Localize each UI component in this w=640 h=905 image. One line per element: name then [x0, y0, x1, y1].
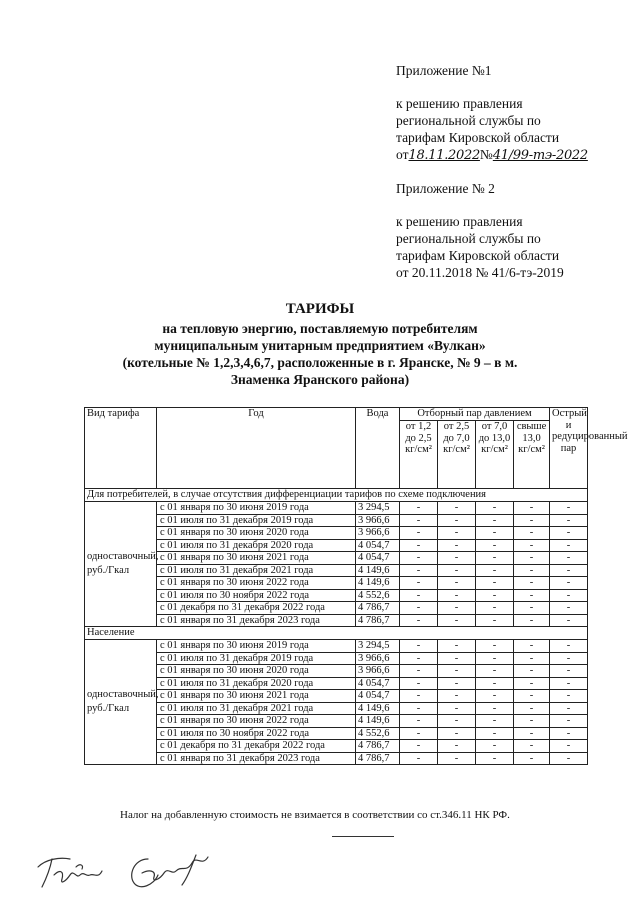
appendix-1 — [396, 62, 588, 164]
empty-tariff-cell: - — [514, 702, 550, 715]
period-cell: с 01 января по 30 июня 2019 года — [157, 502, 356, 515]
empty-tariff-cell: - — [438, 727, 476, 740]
appendix-1-line: региональной службы по — [396, 113, 541, 128]
empty-tariff-cell: - — [400, 577, 438, 590]
table-row — [85, 715, 588, 728]
heading-line: Знаменка Яранского района) — [230, 372, 410, 387]
empty-tariff-cell: - — [400, 527, 438, 540]
period-cell: с 01 января по 30 июня 2020 года — [157, 527, 356, 540]
empty-tariff-cell: - — [550, 715, 588, 728]
table-row — [85, 539, 588, 552]
empty-tariff-cell: - — [476, 539, 514, 552]
water-tariff-cell: 4 786,7 — [356, 614, 400, 627]
empty-tariff-cell: - — [400, 602, 438, 615]
table-row — [85, 514, 588, 527]
empty-tariff-cell: - — [476, 502, 514, 515]
empty-tariff-cell: - — [514, 665, 550, 678]
document-heading — [60, 301, 580, 388]
empty-tariff-cell: - — [550, 539, 588, 552]
table-row — [85, 502, 588, 515]
empty-tariff-cell: - — [400, 727, 438, 740]
period-cell: с 01 июля по 31 декабря 2019 года — [157, 652, 356, 665]
empty-tariff-cell: - — [514, 602, 550, 615]
water-tariff-cell: 3 966,6 — [356, 514, 400, 527]
empty-tariff-cell: - — [400, 502, 438, 515]
appendix-1-from: от — [396, 147, 409, 162]
empty-tariff-cell: - — [550, 740, 588, 753]
water-tariff-cell: 4 786,7 — [356, 752, 400, 765]
period-cell: с 01 января по 30 июня 2020 года — [157, 665, 356, 678]
water-tariff-cell: 4 054,7 — [356, 690, 400, 703]
appendix-1-line: тарифам Кировской области — [396, 130, 560, 145]
period-cell: с 01 января по 30 июня 2022 года — [157, 577, 356, 590]
empty-tariff-cell: - — [476, 577, 514, 590]
water-tariff-cell: 4 552,6 — [356, 589, 400, 602]
period-cell: с 01 июля по 30 ноября 2022 года — [157, 589, 356, 602]
empty-tariff-cell: - — [400, 589, 438, 602]
appendix-1-title: Приложение №1 — [396, 63, 492, 78]
table-row — [85, 614, 588, 627]
empty-tariff-cell: - — [400, 552, 438, 565]
empty-tariff-cell: - — [550, 640, 588, 653]
empty-tariff-cell: - — [476, 602, 514, 615]
period-cell: с 01 декабря по 31 декабря 2022 года — [157, 602, 356, 615]
header-steam: Отборный пар давлением — [400, 408, 550, 421]
table-row — [85, 589, 588, 602]
divider — [332, 836, 394, 837]
empty-tariff-cell: - — [550, 752, 588, 765]
empty-tariff-cell: - — [514, 577, 550, 590]
empty-tariff-cell: - — [438, 602, 476, 615]
empty-tariff-cell: - — [400, 564, 438, 577]
empty-tariff-cell: - — [514, 752, 550, 765]
section-title: Для потребителей, в случае отсутствия дифференциации тарифов по схеме подключения — [85, 489, 588, 502]
empty-tariff-cell: - — [438, 589, 476, 602]
water-tariff-cell: 3 294,5 — [356, 640, 400, 653]
empty-tariff-cell: - — [438, 539, 476, 552]
empty-tariff-cell: - — [514, 514, 550, 527]
water-tariff-cell: 3 294,5 — [356, 502, 400, 515]
empty-tariff-cell: - — [514, 677, 550, 690]
table-row — [85, 740, 588, 753]
water-tariff-cell: 4 054,7 — [356, 552, 400, 565]
empty-tariff-cell: - — [550, 665, 588, 678]
empty-tariff-cell: - — [476, 690, 514, 703]
header-pressure-2: от 2,5 до 7,0 кг/см² — [438, 421, 476, 489]
water-tariff-cell: 4 149,6 — [356, 577, 400, 590]
empty-tariff-cell: - — [550, 614, 588, 627]
empty-tariff-cell: - — [438, 564, 476, 577]
heading-line: муниципальным унитарным предприятием «Вулкан» — [154, 338, 486, 353]
period-cell: с 01 января по 30 июня 2019 года — [157, 640, 356, 653]
empty-tariff-cell: - — [550, 564, 588, 577]
appendix-1-number-sign: № — [479, 147, 493, 162]
header-water: Вода — [356, 408, 400, 489]
period-cell: с 01 января по 31 декабря 2023 года — [157, 614, 356, 627]
empty-tariff-cell: - — [514, 652, 550, 665]
empty-tariff-cell: - — [400, 715, 438, 728]
empty-tariff-cell: - — [476, 514, 514, 527]
empty-tariff-cell: - — [400, 640, 438, 653]
empty-tariff-cell: - — [476, 552, 514, 565]
tariff-kind: одноставочный, руб./Гкал — [85, 502, 157, 627]
empty-tariff-cell: - — [476, 614, 514, 627]
empty-tariff-cell: - — [476, 715, 514, 728]
handwritten-date: 18.11.2022 — [408, 148, 480, 163]
period-cell: с 01 июля по 31 декабря 2020 года — [157, 677, 356, 690]
period-cell: с 01 июля по 31 декабря 2020 года — [157, 539, 356, 552]
appendix-1-line: к решению правления — [396, 96, 523, 111]
section-row — [85, 627, 588, 640]
empty-tariff-cell: - — [400, 614, 438, 627]
empty-tariff-cell: - — [550, 727, 588, 740]
water-tariff-cell: 4 786,7 — [356, 602, 400, 615]
empty-tariff-cell: - — [476, 702, 514, 715]
table-row — [85, 552, 588, 565]
header-pressure-4: свыше 13,0 кг/см² — [514, 421, 550, 489]
empty-tariff-cell: - — [476, 752, 514, 765]
table-row — [85, 564, 588, 577]
empty-tariff-cell: - — [400, 740, 438, 753]
handwritten-signature-icon — [38, 858, 102, 887]
empty-tariff-cell: - — [438, 752, 476, 765]
empty-tariff-cell: - — [438, 527, 476, 540]
period-cell: с 01 июля по 30 ноября 2022 года — [157, 727, 356, 740]
empty-tariff-cell: - — [514, 527, 550, 540]
empty-tariff-cell: - — [514, 640, 550, 653]
empty-tariff-cell: - — [438, 677, 476, 690]
empty-tariff-cell: - — [476, 527, 514, 540]
table-row — [85, 652, 588, 665]
table-row — [85, 677, 588, 690]
empty-tariff-cell: - — [550, 527, 588, 540]
empty-tariff-cell: - — [514, 614, 550, 627]
empty-tariff-cell: - — [438, 640, 476, 653]
period-cell: с 01 июля по 31 декабря 2021 года — [157, 702, 356, 715]
empty-tariff-cell: - — [514, 690, 550, 703]
empty-tariff-cell: - — [438, 665, 476, 678]
empty-tariff-cell: - — [400, 665, 438, 678]
header-pressure-3: от 7,0 до 13,0 кг/см² — [476, 421, 514, 489]
appendix-2-line: от 20.11.2018 № 41/6-тэ-2019 — [396, 265, 564, 280]
empty-tariff-cell: - — [400, 652, 438, 665]
signatures — [30, 845, 230, 895]
empty-tariff-cell: - — [476, 652, 514, 665]
tariff-kind: одноставочный, руб./Гкал — [85, 640, 157, 765]
table-row — [85, 527, 588, 540]
empty-tariff-cell: - — [400, 752, 438, 765]
empty-tariff-cell: - — [400, 690, 438, 703]
empty-tariff-cell: - — [476, 740, 514, 753]
empty-tariff-cell: - — [438, 514, 476, 527]
empty-tariff-cell: - — [438, 577, 476, 590]
period-cell: с 01 июля по 31 декабря 2021 года — [157, 564, 356, 577]
empty-tariff-cell: - — [400, 539, 438, 552]
period-cell: с 01 января по 31 декабря 2023 года — [157, 752, 356, 765]
empty-tariff-cell: - — [476, 727, 514, 740]
empty-tariff-cell: - — [550, 602, 588, 615]
empty-tariff-cell: - — [438, 740, 476, 753]
heading-title: ТАРИФЫ — [285, 301, 355, 317]
empty-tariff-cell: - — [514, 740, 550, 753]
empty-tariff-cell: - — [400, 514, 438, 527]
empty-tariff-cell: - — [476, 564, 514, 577]
water-tariff-cell: 4 786,7 — [356, 740, 400, 753]
empty-tariff-cell: - — [476, 665, 514, 678]
water-tariff-cell: 4 149,6 — [356, 702, 400, 715]
table-row — [85, 727, 588, 740]
empty-tariff-cell: - — [550, 502, 588, 515]
handwritten-number: 41/99-тэ-2022 — [492, 148, 588, 163]
period-cell: с 01 января по 30 июня 2021 года — [157, 690, 356, 703]
section-row — [85, 489, 588, 502]
section-title: Население — [85, 627, 588, 640]
empty-tariff-cell: - — [438, 652, 476, 665]
water-tariff-cell: 4 149,6 — [356, 564, 400, 577]
empty-tariff-cell: - — [550, 552, 588, 565]
empty-tariff-cell: - — [550, 514, 588, 527]
water-tariff-cell: 4 054,7 — [356, 677, 400, 690]
period-cell: с 01 июля по 31 декабря 2019 года — [157, 514, 356, 527]
water-tariff-cell: 3 966,6 — [356, 665, 400, 678]
table-row — [85, 665, 588, 678]
empty-tariff-cell: - — [550, 589, 588, 602]
empty-tariff-cell: - — [514, 727, 550, 740]
handwritten-signature-icon — [132, 855, 208, 887]
table-row — [85, 690, 588, 703]
empty-tariff-cell: - — [514, 552, 550, 565]
empty-tariff-cell: - — [438, 702, 476, 715]
empty-tariff-cell: - — [550, 577, 588, 590]
empty-tariff-cell: - — [438, 502, 476, 515]
header-tariff-type: Вид тарифа — [85, 408, 157, 489]
empty-tariff-cell: - — [514, 502, 550, 515]
water-tariff-cell: 4 552,6 — [356, 727, 400, 740]
water-tariff-cell: 4 054,7 — [356, 539, 400, 552]
empty-tariff-cell: - — [514, 539, 550, 552]
period-cell: с 01 января по 30 июня 2022 года — [157, 715, 356, 728]
table-row — [85, 640, 588, 653]
appendix-2-line: тарифам Кировской области — [396, 248, 560, 263]
vat-note: Налог на добавленную стоимость не взимается в соответствии со ст.346.11 НК РФ. — [120, 809, 510, 821]
empty-tariff-cell: - — [550, 652, 588, 665]
water-tariff-cell: 3 966,6 — [356, 652, 400, 665]
empty-tariff-cell: - — [438, 614, 476, 627]
table-row — [85, 602, 588, 615]
table-row — [85, 702, 588, 715]
table-row — [85, 577, 588, 590]
appendix-2 — [396, 180, 564, 281]
empty-tariff-cell: - — [400, 702, 438, 715]
heading-line: на тепловую энергию, поставляемую потребителям — [162, 321, 478, 336]
period-cell: с 01 января по 30 июня 2021 года — [157, 552, 356, 565]
header-pressure-1: от 1,2 до 2,5 кг/см² — [400, 421, 438, 489]
empty-tariff-cell: - — [514, 715, 550, 728]
empty-tariff-cell: - — [438, 552, 476, 565]
empty-tariff-cell: - — [550, 690, 588, 703]
water-tariff-cell: 3 966,6 — [356, 527, 400, 540]
empty-tariff-cell: - — [550, 702, 588, 715]
appendix-2-line: к решению правления — [396, 214, 523, 229]
empty-tariff-cell: - — [476, 677, 514, 690]
tariff-table — [84, 407, 628, 765]
header-year: Год — [157, 408, 356, 489]
empty-tariff-cell: - — [514, 564, 550, 577]
empty-tariff-cell: - — [476, 640, 514, 653]
appendix-1-decree — [396, 146, 588, 164]
empty-tariff-cell: - — [476, 589, 514, 602]
header-sharp-steam: Острый и редуцированный пар — [550, 408, 588, 489]
water-tariff-cell: 4 149,6 — [356, 715, 400, 728]
tariff-table-body — [85, 489, 588, 765]
empty-tariff-cell: - — [400, 677, 438, 690]
empty-tariff-cell: - — [438, 690, 476, 703]
period-cell: с 01 декабря по 31 декабря 2022 года — [157, 740, 356, 753]
empty-tariff-cell: - — [438, 715, 476, 728]
appendix-2-title: Приложение № 2 — [396, 181, 495, 196]
table-row — [85, 752, 588, 765]
heading-line: (котельные № 1,2,3,4,6,7, расположенные в г. Яранске, № 9 – в м. — [122, 355, 518, 370]
empty-tariff-cell: - — [514, 589, 550, 602]
appendix-2-line: региональной службы по — [396, 231, 541, 246]
empty-tariff-cell: - — [550, 677, 588, 690]
